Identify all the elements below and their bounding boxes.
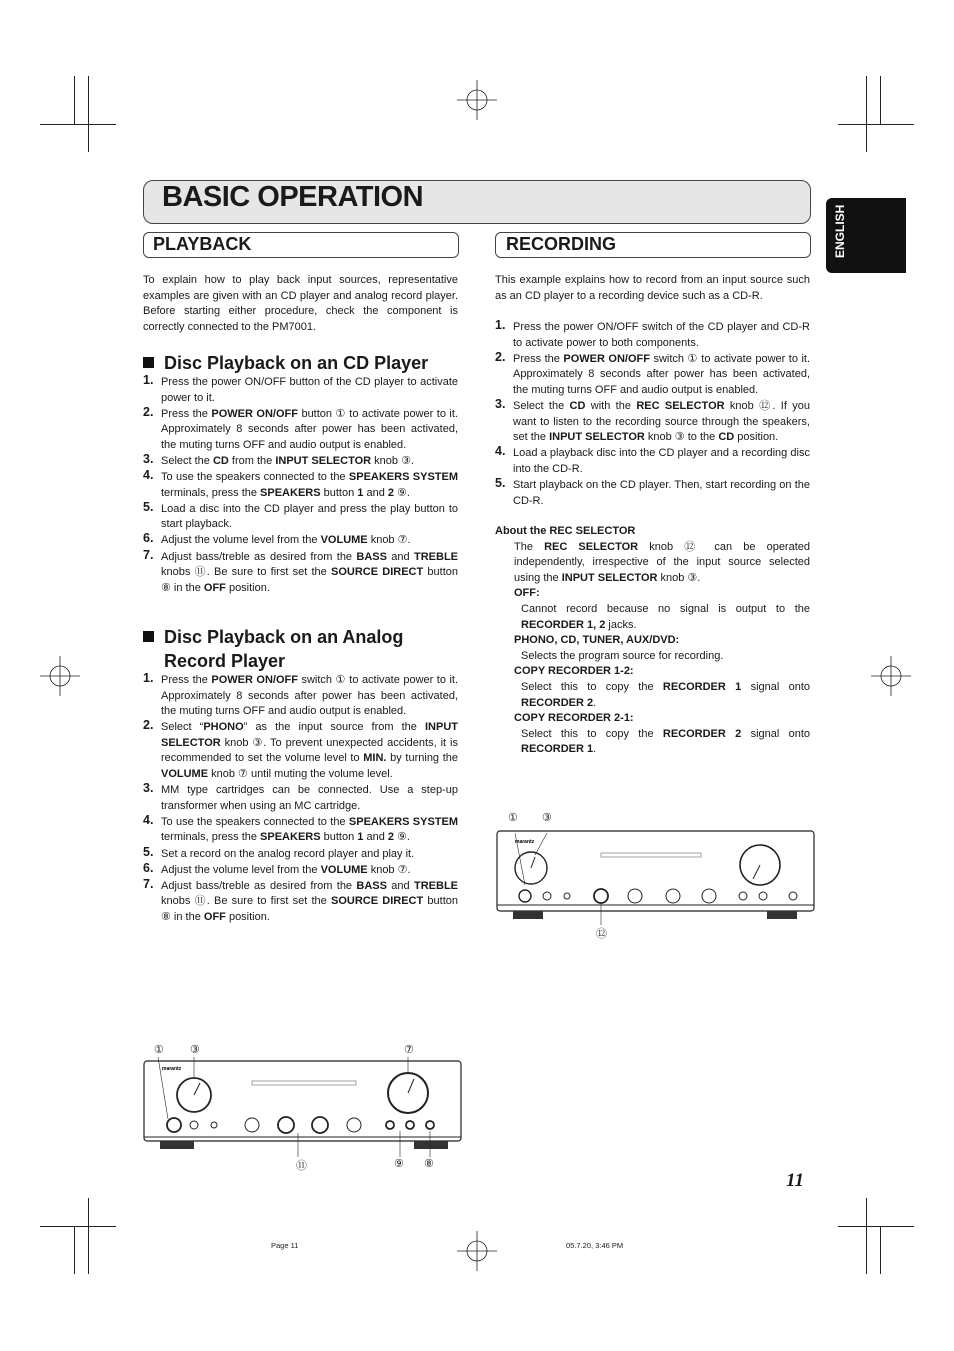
step-number: 1.	[143, 373, 154, 387]
svg-text:marantz: marantz	[162, 1066, 182, 1072]
step-item	[495, 320, 810, 351]
step-text: Press the power ON/OFF button of the CD player to activate power to it.	[161, 376, 458, 404]
step-text: Load a playback disc into the CD player and a recording disc into the CD-R.	[513, 447, 810, 475]
crop-mark	[40, 1226, 116, 1227]
rec-option-description: Select this to copy the RECORDER 1 signal onto RECORDER 2.	[521, 680, 811, 709]
step-text: Adjust bass/treble as desired from the BASS and TREBLE knobs ⑪. Be sure to first set the SOURCE DIRECT button ⑧ in the OFF position.	[161, 550, 458, 594]
footer-page-label: Page 11	[271, 1241, 299, 1250]
rec-option-label: PHONO, CD, TUNER, AUX/DVD:	[514, 634, 680, 647]
step-number: 2.	[143, 404, 154, 419]
step-number: 3.	[495, 396, 506, 411]
step-number: 4.	[495, 444, 506, 459]
registration-mark-icon	[40, 656, 80, 696]
step-number: 6.	[143, 531, 154, 546]
registration-mark-icon	[457, 80, 497, 120]
step-text: Press the power ON/OFF switch of the CD player and CD-R to activate power to both components.	[513, 321, 810, 349]
step-item	[143, 533, 458, 549]
step-text: Load a disc into the CD player and press the play button to start playback.	[161, 502, 458, 531]
footer-timestamp: 05.7.20, 3:46 PM	[566, 1241, 624, 1250]
cd-playback-heading: Disc Playback on an CD Player	[143, 351, 428, 375]
callout-1: ①	[154, 1044, 164, 1056]
analog-steps-list	[143, 673, 458, 926]
rec-option-label: COPY RECORDER 2-1:	[514, 712, 634, 725]
step-number: 5.	[143, 844, 154, 859]
step-item	[143, 860, 458, 879]
step-item	[143, 812, 458, 846]
recording-intro: This example explains how to record from an input source such as an CD player to a recording device such as a CD-R.	[495, 274, 810, 302]
step-number: 2.	[495, 349, 506, 364]
crop-mark	[866, 1198, 867, 1274]
callout-7: ⑦	[404, 1044, 414, 1056]
svg-text:marantz: marantz	[515, 839, 535, 845]
square-bullet-icon	[143, 631, 154, 642]
step-item	[143, 720, 458, 782]
crop-mark	[880, 76, 881, 124]
step-text: Set a record on the analog record player and play it.	[161, 847, 415, 860]
analog-playback-heading: Disc Playback on an Analog Record Player	[143, 625, 403, 673]
crop-mark	[74, 1226, 75, 1274]
step-text: Press the POWER ON/OFF switch ① to activate power to it. Approximately 8 seconds after power has been activated, the muting turns OFF and audio output is enabled.	[161, 674, 458, 718]
callout-1: ①	[508, 812, 518, 824]
step-number: 4.	[143, 468, 154, 483]
step-text: Select the CD with the REC SELECTOR knob ⑫. If you want to listen to the recording source through the speakers, set the INPUT SELECTOR knob ③ to the CD position.	[513, 399, 810, 444]
crop-mark	[40, 124, 116, 125]
step-item	[143, 673, 458, 720]
page-number: 11	[786, 1170, 804, 1191]
square-bullet-icon	[143, 357, 154, 368]
callout-3: ③	[190, 1044, 200, 1056]
step-number: 7.	[143, 547, 154, 562]
step-item	[143, 547, 458, 597]
step-item	[143, 844, 458, 863]
step-text: To use the speakers connected to the SPEAKERS SYSTEM terminals, press the SPEAKERS button 1 and 2 ⑨.	[161, 471, 458, 499]
rec-selector-section	[495, 524, 810, 758]
rec-option-label: COPY RECORDER 1-2:	[514, 665, 634, 678]
step-item	[495, 349, 810, 399]
recording-steps-list	[495, 320, 810, 510]
step-text: MM type cartridges can be connected. Use a step-up transformer when using an MC cartridge.	[161, 784, 458, 812]
crop-mark	[880, 1226, 881, 1274]
rec-selector-intro: The REC SELECTOR knob ⑫ can be operated independently, irrespective of the input source selected using the INPUT SELECTOR knob ③.	[514, 540, 811, 584]
step-item	[143, 404, 458, 454]
crop-mark	[838, 1226, 914, 1227]
step-number: 4.	[143, 812, 154, 827]
registration-mark-icon	[457, 1231, 497, 1271]
step-item	[143, 783, 458, 814]
recording-heading: RECORDING	[506, 234, 617, 254]
step-text: Start playback on the CD player. Then, start recording on the CD-R.	[513, 478, 810, 507]
step-number: 6.	[143, 860, 154, 875]
rec-selector-options	[495, 586, 810, 758]
rec-selector-heading: About the REC SELECTOR	[495, 525, 636, 537]
crop-mark	[88, 76, 89, 152]
registration-mark-icon	[871, 656, 911, 696]
amplifier-front-panel-recording	[495, 825, 817, 925]
cd-steps-list	[143, 375, 458, 597]
step-item	[143, 470, 458, 501]
step-text: Press the POWER ON/OFF switch ① to activate power to it. Approximately 8 seconds after power has been activated, the muting turns OFF and audio output is enabled.	[513, 352, 810, 396]
rec-option-description: Cannot record because no signal is output to the RECORDER 1, 2 jacks.	[521, 602, 810, 631]
amplifier-front-panel-playback	[142, 1057, 464, 1157]
step-text: Select “PHONO” as the input source from the INPUT SELECTOR knob ③. To prevent unexpected accidents, it is recommended to set the volume level to MIN. by turning the VOLUME knob ⑦ until muting the volume level.	[161, 721, 458, 781]
step-number: 5.	[495, 475, 506, 490]
step-item	[143, 876, 458, 926]
crop-mark	[74, 76, 75, 124]
callout-3: ③	[542, 812, 552, 824]
step-item	[495, 475, 810, 509]
step-item	[495, 396, 810, 446]
callout-9: ⑨	[394, 1158, 404, 1170]
step-number: 1.	[495, 318, 506, 332]
crop-mark	[866, 76, 867, 152]
crop-mark	[838, 124, 914, 125]
rec-option-label: OFF:	[514, 587, 540, 600]
step-item	[143, 451, 458, 470]
rec-option-description: Select this to copy the RECORDER 2 signal onto RECORDER 1.	[521, 727, 811, 756]
language-tab-label: ENGLISH	[833, 204, 847, 258]
step-number: 2.	[143, 718, 154, 733]
page-title: BASIC OPERATION	[162, 181, 424, 213]
playback-intro: To explain how to play back input sources, representative examples are given with an CD player and analog record player. Before starting either procedure, check the component is correctly connected to the PM7001.	[143, 274, 458, 333]
step-item	[495, 446, 810, 477]
rec-option-description: Selects the program source for recording.	[521, 649, 724, 662]
step-text: Adjust bass/treble as desired from the BASS and TREBLE knobs ⑪. Be sure to first set the SOURCE DIRECT button ⑧ in the OFF position.	[161, 879, 458, 923]
step-text: Press the POWER ON/OFF button ① to activate power to it. Approximately 8 seconds after power has been activated, the muting turns OFF and audio output is enabled.	[161, 407, 458, 451]
callout-8: ⑧	[424, 1158, 434, 1170]
step-number: 3.	[143, 451, 154, 466]
crop-mark	[88, 1198, 89, 1274]
step-number: 1.	[143, 671, 154, 685]
step-item	[143, 499, 458, 533]
playback-heading: PLAYBACK	[153, 234, 252, 254]
step-text: Select the CD from the INPUT SELECTOR knob ③.	[161, 454, 414, 467]
step-text: Adjust the volume level from the VOLUME knob ⑦.	[161, 534, 411, 547]
language-tab	[826, 198, 906, 273]
step-number: 3.	[143, 781, 154, 796]
step-number: 5.	[143, 499, 154, 514]
step-text: Adjust the volume level from the VOLUME knob ⑦.	[161, 863, 411, 876]
step-text: To use the speakers connected to the SPEAKERS SYSTEM terminals, press the SPEAKERS button 1 and 2 ⑨.	[161, 815, 458, 844]
step-number: 7.	[143, 876, 154, 891]
step-item	[143, 375, 458, 406]
callout-12: ⑫	[596, 928, 607, 940]
callout-11: ⑪	[296, 1160, 307, 1172]
